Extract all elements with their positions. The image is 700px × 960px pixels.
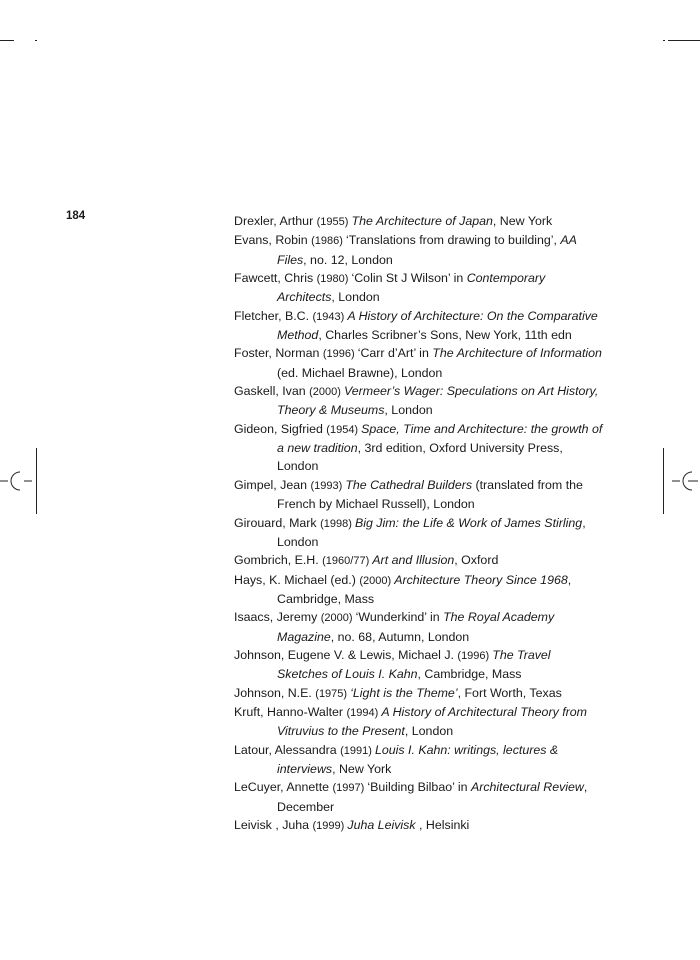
bibliography-entry xyxy=(234,514,604,552)
entry-title: Vermeer’s Wager: Speculations on Art History, Theory & Museums xyxy=(277,384,599,418)
entry-year: (1986) xyxy=(311,235,346,248)
entry-post: , Cambridge, Mass xyxy=(277,572,572,606)
bibliography-entry xyxy=(234,646,604,684)
entry-year: (1993) xyxy=(310,479,346,492)
crop-mark xyxy=(35,40,37,41)
entry-title: Juha Leivisk xyxy=(347,818,420,832)
entry-year: (1994) xyxy=(346,706,382,719)
entry-post: , New York xyxy=(492,214,553,228)
entry-pre: Gideon, Sigfried xyxy=(234,421,327,436)
entry-pre: Gombrich, E.H. xyxy=(234,553,323,568)
entry-post: (translated from the French by Michael Russell), London xyxy=(277,477,583,512)
entry-title: Architecture Theory Since 1968 xyxy=(394,572,568,587)
entry-year: (1943) xyxy=(312,310,348,323)
registration-target-icon xyxy=(670,468,700,494)
bibliography-entry xyxy=(234,703,604,741)
entry-post: , Cambridge, Mass xyxy=(417,667,522,682)
entry-mid: ‘Translations from drawing to building’, xyxy=(346,233,561,248)
entry-post: , New York xyxy=(332,761,392,776)
bibliography-list xyxy=(234,212,604,835)
entry-title: Space, Time and Architecture: the growth of a new tradition xyxy=(277,421,603,456)
entry-mid: ‘Colin St J Wilson’ in xyxy=(351,271,467,286)
entry-post: , no. 12, London xyxy=(303,252,393,267)
entry-title2: AA Files xyxy=(277,233,577,267)
entry-year: (1991) xyxy=(340,744,375,757)
entry-year: (1999) xyxy=(312,820,348,832)
bibliography-entry xyxy=(234,231,604,269)
entry-post: , December xyxy=(277,780,588,814)
entry-title2: The Architecture of Information xyxy=(432,346,602,361)
crop-mark xyxy=(668,40,700,41)
crop-mark xyxy=(0,40,14,41)
entry-pre: Latour, Alessandra xyxy=(234,742,341,757)
entry-mid: ‘Carr d’Art’ in xyxy=(357,346,433,361)
bibliography-entry xyxy=(234,551,604,570)
entry-pre: Leivisk , Juha xyxy=(234,818,313,832)
entry-pre: Johnson, Eugene V. & Lewis, Michael J. xyxy=(234,647,458,662)
entry-pre: Drexler, Arthur xyxy=(234,214,317,228)
page-number: 184 xyxy=(66,210,86,222)
entry-post: , Fort Worth, Texas xyxy=(457,685,562,700)
bibliography-entry xyxy=(234,269,604,307)
bibliography-entry xyxy=(234,382,604,420)
entry-post: , London xyxy=(331,290,380,305)
entry-pre: Johnson, N.E. xyxy=(234,685,316,700)
entry-title: A History of Architecture: On the Comparative Method xyxy=(277,308,598,343)
registration-line xyxy=(36,448,37,514)
entry-post: , no. 68, Autumn, London xyxy=(330,629,470,644)
entry-title: The Architecture of Japan xyxy=(351,214,493,228)
entry-pre: Isaacs, Jeremy xyxy=(234,610,321,625)
bibliography-entry xyxy=(234,307,604,345)
bibliography-entry xyxy=(234,571,604,609)
entry-post: (ed. Michael Brawne), London xyxy=(277,365,443,380)
entry-pre: Gimpel, Jean xyxy=(234,477,311,492)
entry-post: , Helsinki xyxy=(419,818,470,832)
entry-year: (1998) xyxy=(320,517,355,530)
entry-title: Louis I. Kahn: writings, lectures & interviews xyxy=(277,742,559,776)
entry-year: (1975) xyxy=(315,687,351,700)
entry-year: (2000) xyxy=(359,574,395,587)
entry-pre: Gaskell, Ivan xyxy=(234,384,310,399)
entry-pre: Fawcett, Chris xyxy=(234,271,317,286)
entry-post: , 3rd edition, Oxford University Press, London xyxy=(277,441,563,474)
bibliography-entry xyxy=(234,608,604,646)
entry-title: Art and Illusion xyxy=(372,553,455,568)
bibliography-entry xyxy=(234,344,604,382)
bibliography-entry xyxy=(234,476,604,514)
bibliography-entry xyxy=(234,778,604,816)
registration-target-icon xyxy=(0,468,34,494)
registration-line xyxy=(663,448,664,514)
entry-pre: LeCuyer, Annette xyxy=(234,780,333,795)
entry-title2: Contemporary Architects xyxy=(277,271,546,305)
entry-post: , London xyxy=(277,515,586,549)
entry-post: , London xyxy=(384,403,433,418)
entry-pre: Hays, K. Michael (ed.) xyxy=(234,572,360,587)
bibliography-entry xyxy=(234,741,604,779)
crop-mark xyxy=(663,40,665,41)
entry-pre: Evans, Robin xyxy=(234,233,312,248)
entry-title2: Architectural Review xyxy=(470,780,584,795)
entry-year: (2000) xyxy=(320,612,356,625)
entry-year: (1980) xyxy=(316,273,352,286)
entry-pre: Fletcher, B.C. xyxy=(234,308,313,323)
entry-title: Big Jim: the Life & Work of James Stirling xyxy=(354,515,583,530)
entry-post: , London xyxy=(404,724,454,739)
entry-year: (1996) xyxy=(322,348,358,361)
entry-year: (1996) xyxy=(457,649,493,662)
entry-mid: ‘Wunderkind’ in xyxy=(355,610,444,625)
entry-year: (1955) xyxy=(316,216,352,228)
entry-title: The Cathedral Builders xyxy=(345,477,473,492)
entry-year: (1960/77) xyxy=(322,555,373,568)
entry-pre: Foster, Norman xyxy=(234,346,323,361)
entry-pre: Girouard, Mark xyxy=(234,515,321,530)
bibliography-entry xyxy=(234,816,604,835)
entry-mid: ‘Building Bilbao’ in xyxy=(367,780,471,795)
bibliography-entry xyxy=(234,420,604,476)
entry-post: , Charles Scribner’s Sons, New York, 11th edn xyxy=(318,328,572,343)
bibliography-entry xyxy=(234,684,604,703)
entry-title: ‘Light is the Theme’ xyxy=(350,685,458,700)
entry-year: (1997) xyxy=(332,782,368,795)
entry-title2: The Royal Academy Magazine xyxy=(277,610,555,644)
entry-year: (1954) xyxy=(326,423,362,436)
entry-post: , Oxford xyxy=(454,553,499,568)
entry-title: The Travel Sketches of Louis I. Kahn xyxy=(277,647,551,682)
entry-title: A History of Architectural Theory from Vitruvius to the Present xyxy=(277,704,587,739)
entry-pre: Kruft, Hanno-Walter xyxy=(234,704,347,719)
bibliography-entry xyxy=(234,212,604,231)
entry-year: (2000) xyxy=(309,386,344,399)
